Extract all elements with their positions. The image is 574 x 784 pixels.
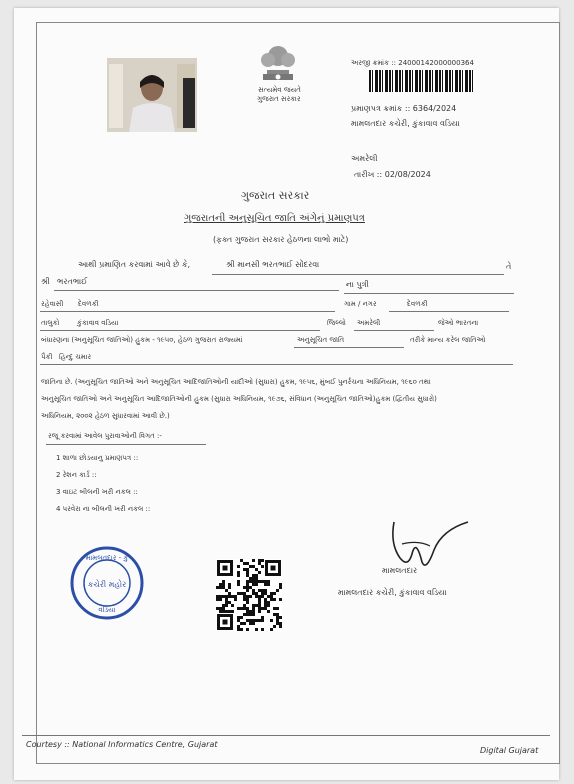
emblem-motto: સત્યમેવ જયતે xyxy=(258,86,301,94)
resident-underline xyxy=(40,311,335,312)
certificate-number: પ્રમાણપત્ર ક્રમાંક :: 6364/2024 xyxy=(351,104,457,113)
footer-courtesy: Courtesy :: National Informatics Centre, Gujarat xyxy=(26,740,218,749)
jillo-label: જિલ્લો xyxy=(327,319,346,327)
certificate-title: ગુજરાતની અનુસૂચિત જાતિ અંગેનું પ્રમાણપત્ર xyxy=(184,213,365,224)
svg-text:મામલતદાર - કુ: મામલતદાર - કુ xyxy=(85,554,129,562)
te-text: તે xyxy=(506,262,512,271)
resident-value: દેવળકી xyxy=(78,300,99,308)
legal-para-line-1: જાતિના છે. (અનુસૂચિત જાતિઓ અને અનુસૂચિત આદિજાતિઓની યાદીઓ (સુધારા) હુકમ, ૧૯૫૬, મુંબઈ પુનર્રચના અધિનિયમ, ૧૯૬૦ તથા xyxy=(41,378,431,386)
legal-para-line-3: અધિનિયમ, ૨૦૦૨ હેઠળ સુધારવામાં આવી છે.) xyxy=(41,412,170,420)
village-underline xyxy=(389,311,509,312)
village-value: દેવળકી xyxy=(407,300,428,308)
jillo-value: અમરેલી xyxy=(357,319,381,327)
resident-label: રહેવાસી xyxy=(41,300,64,308)
certificate-subtitle: (ફક્ત ગુજરાત સરકાર હેઠળના લાભો માટે) xyxy=(213,235,349,244)
document-item: 2 રેશન કાર્ડ :: xyxy=(56,471,97,479)
signatory-title: મામલતદાર xyxy=(382,566,418,575)
documents-heading: રજૂ કરવામાં આવેલ પુરાવાઓની વિગત :- xyxy=(48,432,162,440)
certificate-sheet xyxy=(14,8,559,780)
office-seal xyxy=(69,545,145,621)
barcode xyxy=(369,70,475,92)
document-item: 1 શાળા છોડયાનુ પ્રમાણપત્ર :: xyxy=(56,454,139,462)
issuing-office: મામલતદાર કચેરી, કુંકાવાવ વડિયા xyxy=(351,119,460,128)
footer-divider xyxy=(22,735,550,736)
taluka-label: તાલુકો xyxy=(41,319,60,327)
signatory-office: મામલતદાર કચેરી, કુંકાવાવ વડિયા xyxy=(338,588,447,597)
applicant-name: શ્રી માનસી ભરતભાઈ સોંદરવા xyxy=(226,260,320,269)
relation-text: ના પુત્રી xyxy=(346,280,369,289)
father-name: ભરતભાઈ xyxy=(57,277,88,286)
footer-brand: Digital Gujarat xyxy=(480,746,539,755)
caste-label: પૈકી xyxy=(41,353,53,361)
svg-text:કચેરી મહોર: કચેરી મહોર xyxy=(87,580,127,589)
govt-heading: ગુજરાત સરકાર xyxy=(241,189,310,202)
application-number: અરજી ક્રમાંક :: 24000142000000364 xyxy=(351,59,474,67)
village-label: ગામ / નગર xyxy=(344,300,377,308)
emblem-govt: ગુજરાત સરકાર xyxy=(257,95,301,103)
document-item: 3 વાઇટ બીલની ખરી નકલ :: xyxy=(56,488,138,496)
recognized-castes-text: તરીકે માન્ય કરેલ જાતિઓ xyxy=(410,336,486,344)
caste-value: હિન્દુ ચમાર xyxy=(59,353,92,361)
relation-underline xyxy=(344,293,514,294)
taluka-underline xyxy=(40,330,320,331)
caste-underline xyxy=(40,364,513,365)
documents-heading-underline xyxy=(46,444,206,445)
category-underline xyxy=(294,347,404,348)
jillo-suffix: જેઓ ભારતના xyxy=(438,319,479,327)
applicant-photo xyxy=(107,58,197,132)
document-item: 4 પરવેરા ના બીલની ખરી નકલ :: xyxy=(56,505,151,513)
scheduled-caste-text: અનુસૂચિત જાતિ xyxy=(297,336,345,344)
name-underline xyxy=(212,274,504,275)
jillo-underline xyxy=(354,330,434,331)
certificate-border xyxy=(36,22,560,764)
shri-label: શ્રી xyxy=(41,277,50,286)
district-name: અમરેલી xyxy=(351,154,378,163)
svg-text:વડિયા: વડિયા xyxy=(98,606,116,614)
qr-code xyxy=(216,559,282,631)
constitution-text: બંધારણના (અનુસૂચિત જાતિઓ) હુકમ - ૧૯૫૦, હેઠળ ગુજરાત રાજ્યમાં xyxy=(41,336,243,344)
taluka-value: કુંકાવાવ વડિયા xyxy=(77,319,119,327)
father-underline xyxy=(54,290,339,291)
intro-text: આથી પ્રમાણિત કરવામાં આવે છે કે, xyxy=(78,260,191,269)
legal-para-line-2: અનુસૂચિત જાતિઓ અને અનુસૂચિત આદિજાતિઓની હુકમ (સુધારા અધિનિયમ, ૧૯૭૬, સંવિધાન (અનુસૂચિત જાતિઓ)હુકમ (દ્વિતીય સુધારો) xyxy=(41,395,437,403)
issue-date: તારીખ :: 02/08/2024 xyxy=(354,170,431,179)
